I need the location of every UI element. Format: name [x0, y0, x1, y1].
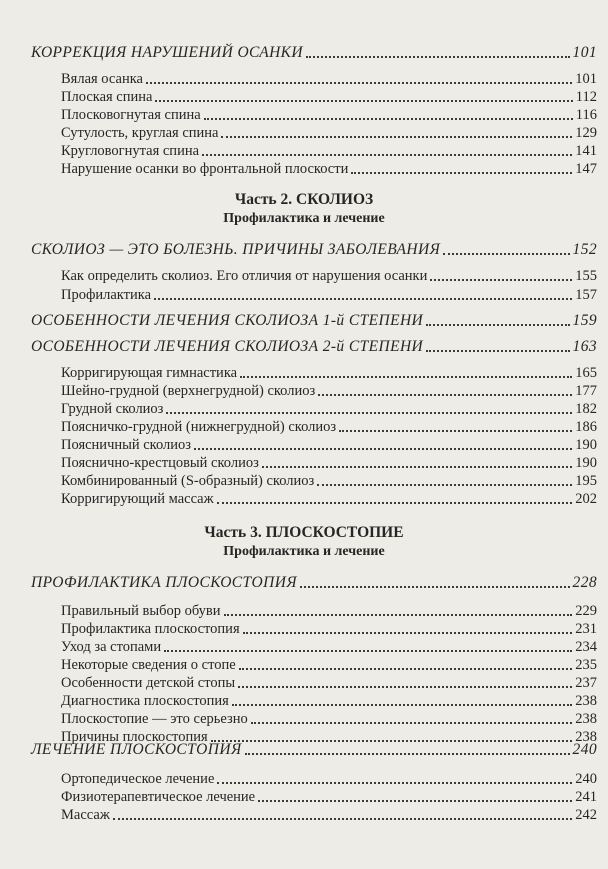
toc-entry[interactable]: [61, 88, 597, 106]
part-heading: Часть 3. ПЛОСКОСТОПИЕ: [204, 524, 404, 541]
toc-page-number: 238: [575, 729, 597, 745]
toc-entry[interactable]: [61, 267, 597, 285]
dot-leader: [426, 324, 569, 326]
dot-leader: [217, 782, 572, 784]
toc-page-number: 190: [575, 455, 597, 471]
toc-page-number: 165: [575, 365, 597, 381]
dot-leader: [204, 118, 573, 120]
dot-leader: [339, 430, 572, 432]
toc-entry[interactable]: [61, 490, 597, 508]
toc-entry-title: Ортопедическое лечение: [61, 771, 215, 787]
toc-entry[interactable]: [61, 788, 597, 806]
dot-leader: [232, 704, 572, 706]
toc-page-number: 240: [575, 771, 597, 787]
toc-entry[interactable]: [61, 472, 597, 490]
toc-entry[interactable]: [61, 674, 597, 692]
toc-entry[interactable]: [61, 124, 597, 142]
toc-entry[interactable]: [61, 70, 597, 88]
dot-leader: [239, 668, 573, 670]
toc-entry-title: Корригирующий массаж: [61, 491, 214, 507]
toc-chapter-title: ПРОФИЛАКТИКА ПЛОСКОСТОПИЯ: [31, 574, 297, 591]
dot-leader: [164, 650, 572, 652]
toc-page-number: 157: [575, 287, 597, 303]
toc-page-number: 228: [572, 574, 597, 591]
dot-leader: [202, 154, 572, 156]
toc-entry-title: Вялая осанка: [61, 71, 143, 87]
toc-page-number: 238: [575, 693, 597, 709]
toc-chapter[interactable]: [31, 44, 597, 62]
toc-page-number: 116: [575, 107, 597, 123]
toc-page-number: 129: [575, 125, 597, 141]
dot-leader: [443, 253, 569, 255]
toc-page-number: 101: [572, 44, 597, 61]
dot-leader: [318, 394, 572, 396]
toc-entry-title: Корригирующая гимнастика: [61, 365, 238, 381]
toc-entry-title: Сутулость, круглая спина: [61, 125, 219, 141]
toc-entry[interactable]: [61, 710, 597, 728]
dot-leader: [238, 686, 572, 688]
toc-entry[interactable]: [61, 620, 597, 638]
toc-entry[interactable]: [61, 106, 597, 124]
toc-page-number: 141: [575, 143, 597, 159]
toc-entry-title: Правильный выбор обуви: [61, 603, 221, 619]
dot-leader: [146, 82, 572, 84]
toc-entry-title: Кругловогнутая спина: [61, 143, 200, 159]
toc-chapter[interactable]: [31, 741, 597, 759]
toc-entry-title: Нарушение осанки во фронтальной плоскости: [61, 161, 349, 177]
dot-leader: [245, 753, 570, 755]
dot-leader: [224, 614, 573, 616]
toc-entry[interactable]: [61, 364, 597, 382]
toc-page-number: 147: [575, 161, 597, 177]
dot-leader: [194, 448, 572, 450]
toc-entry[interactable]: [61, 400, 597, 418]
part-subheading: Профилактика и лечение: [223, 211, 385, 226]
toc-page-number: 177: [575, 383, 597, 399]
dot-leader: [243, 632, 573, 634]
toc-entry-title: Плоскостопие — это серьезно: [61, 711, 248, 727]
toc-page-number: 238: [575, 711, 597, 727]
toc-page-number: 195: [575, 473, 597, 489]
toc-entry[interactable]: [61, 692, 597, 710]
toc-entry[interactable]: [61, 602, 597, 620]
toc-entry-title: Уход за стопами: [61, 639, 162, 655]
toc-chapter-title: КОРРЕКЦИЯ НАРУШЕНИЙ ОСАНКИ: [31, 44, 303, 61]
toc-entry-title: Пояснично-крестцовый сколиоз: [61, 455, 259, 471]
toc-entry-title: Причины плоскостопия: [61, 729, 208, 745]
toc-chapter[interactable]: [31, 241, 597, 259]
toc-page-number: 234: [575, 639, 597, 655]
toc-page-number: 163: [572, 338, 597, 355]
toc-entry[interactable]: [61, 656, 597, 674]
toc-entry-title: Как определить сколиоз. Его отличия от нарушения осанки: [61, 268, 428, 284]
toc-entry-title: Поясничный сколиоз: [61, 437, 192, 453]
toc-page-number: 241: [575, 789, 597, 805]
dot-leader: [426, 350, 569, 352]
toc-entry[interactable]: [61, 382, 597, 400]
toc-entry-title: Некоторые сведения о стопе: [61, 657, 236, 673]
toc-entry[interactable]: [61, 436, 597, 454]
toc-chapter[interactable]: [31, 338, 597, 356]
toc-page-number: 240: [572, 741, 597, 758]
toc-entry-title: Плосковогнутая спина: [61, 107, 201, 123]
toc-entry[interactable]: [61, 806, 597, 824]
toc-page-number: 182: [575, 401, 597, 417]
toc-chapter[interactable]: [31, 574, 597, 592]
part-subheading: Профилактика и лечение: [223, 544, 385, 559]
toc-page-number: 186: [575, 419, 597, 435]
dot-leader: [221, 136, 572, 138]
toc-page-number: 112: [575, 89, 597, 105]
toc-entry[interactable]: [61, 142, 597, 160]
toc-chapter-title: ОСОБЕННОСТИ ЛЕЧЕНИЯ СКОЛИОЗА 1-й СТЕПЕНИ: [31, 312, 424, 329]
toc-page-number: 152: [572, 241, 597, 258]
dot-leader: [166, 412, 572, 414]
dot-leader: [113, 818, 572, 820]
toc-page-number: 101: [575, 71, 597, 87]
toc-entry-title: Профилактика плоскостопия: [61, 621, 240, 637]
dot-leader: [306, 56, 570, 58]
dot-leader: [258, 800, 572, 802]
dot-leader: [217, 502, 573, 504]
toc-chapter-title: ЛЕЧЕНИЕ ПЛОСКОСТОПИЯ: [31, 741, 242, 758]
dot-leader: [317, 484, 572, 486]
dot-leader: [155, 100, 572, 102]
toc-entry-title: Физиотерапевтическое лечение: [61, 789, 256, 805]
toc-entry-title: Комбинированный (S-образный) сколиоз: [61, 473, 315, 489]
toc-page-number: 159: [572, 312, 597, 329]
toc-page-number: 229: [575, 603, 597, 619]
toc-page-number: 231: [575, 621, 597, 637]
dot-leader: [262, 466, 572, 468]
toc-page-number: 190: [575, 437, 597, 453]
dot-leader: [300, 586, 570, 588]
toc-entry-title: Диагностика плоскостопия: [61, 693, 229, 709]
toc-entry-title: Профилактика: [61, 287, 152, 303]
toc-page-number: 242: [575, 807, 597, 823]
dot-leader: [251, 722, 573, 724]
dot-leader: [430, 279, 572, 281]
toc-entry-title: Особенности детской стопы: [61, 675, 236, 691]
toc-chapter[interactable]: [31, 312, 597, 330]
toc-page-number: 237: [575, 675, 597, 691]
toc-entry-title: Шейно-грудной (верхнегрудной) сколиоз: [61, 383, 316, 399]
toc-chapter-title: ОСОБЕННОСТИ ЛЕЧЕНИЯ СКОЛИОЗА 2-й СТЕПЕНИ: [31, 338, 424, 355]
toc-entry-title: Плоская спина: [61, 89, 153, 105]
toc-entry[interactable]: [61, 418, 597, 436]
toc-entry-title: Поясничко-грудной (нижнегрудной) сколиоз: [61, 419, 337, 435]
toc-entry-title: Грудной сколиоз: [61, 401, 164, 417]
toc-entry[interactable]: [61, 286, 597, 304]
toc-entry-title: Массаж: [61, 807, 110, 823]
toc-page-number: 202: [575, 491, 597, 507]
toc-entry[interactable]: [61, 770, 597, 788]
toc-page-number: 155: [575, 268, 597, 284]
toc-entry[interactable]: [61, 638, 597, 656]
toc-entry[interactable]: [61, 454, 597, 472]
dot-leader: [240, 376, 572, 378]
part-heading: Часть 2. СКОЛИОЗ: [234, 191, 374, 208]
toc-page-number: 235: [575, 657, 597, 673]
toc-entry[interactable]: [61, 160, 597, 178]
dot-leader: [154, 298, 572, 300]
toc-chapter-title: СКОЛИОЗ — ЭТО БОЛЕЗНЬ. ПРИЧИНЫ ЗАБОЛЕВАНИЯ: [31, 241, 441, 258]
dot-leader: [351, 172, 572, 174]
